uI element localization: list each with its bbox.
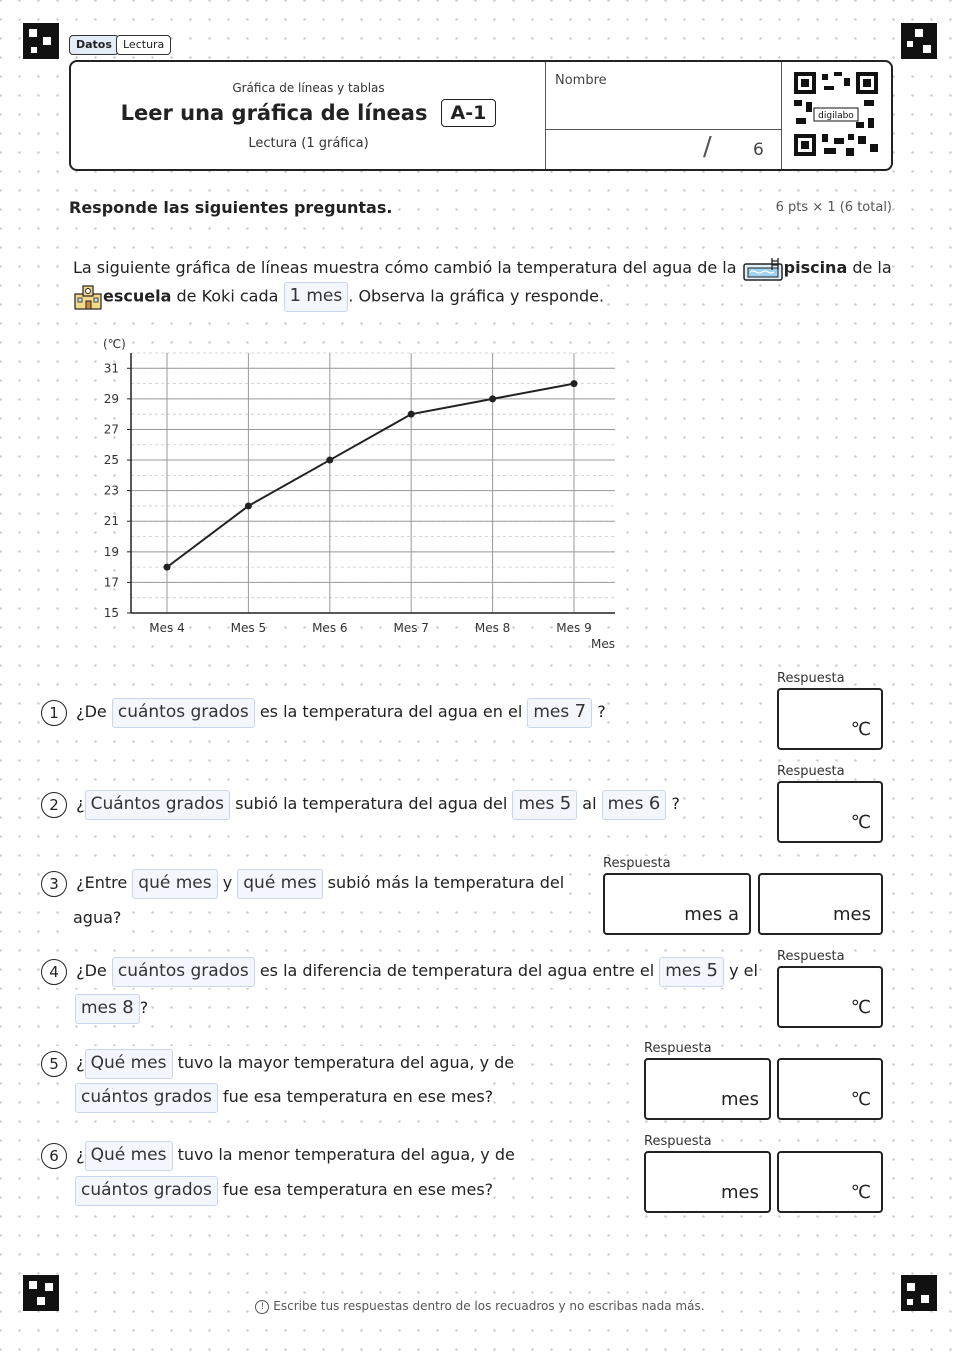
data-point bbox=[164, 564, 171, 571]
answer-box-3a[interactable] bbox=[603, 873, 751, 935]
qr-code-icon bbox=[794, 72, 878, 156]
question-number: 4 bbox=[41, 959, 67, 985]
answer-label: Respuesta bbox=[644, 1041, 712, 1056]
question-text: es la temperatura del agua en el bbox=[259, 702, 523, 721]
question-text: fue esa temperatura en ese mes? bbox=[222, 1087, 494, 1106]
school-icon bbox=[73, 284, 103, 310]
question-number: 3 bbox=[41, 871, 67, 897]
x-tick-label: Mes 5 bbox=[230, 621, 267, 635]
y-tick-label: 19 bbox=[103, 544, 119, 559]
question-text: subió más la temperatura del bbox=[327, 873, 565, 892]
unit-label: ℃ bbox=[850, 1089, 871, 1110]
keyword-box: Cuántos grados bbox=[85, 790, 230, 820]
month-word: mes bbox=[518, 793, 555, 814]
answer-label: Respuesta bbox=[603, 856, 671, 871]
question-text: fue esa temperatura en ese mes? bbox=[222, 1180, 494, 1199]
month-word: mes bbox=[533, 701, 570, 722]
month-keyword bbox=[602, 790, 667, 820]
question-text: tuvo la menor temperatura del agua, y de bbox=[177, 1145, 515, 1164]
y-tick-label: 23 bbox=[103, 483, 119, 498]
unit-label: ℃ bbox=[850, 997, 871, 1018]
unit-label: mes bbox=[721, 1182, 759, 1203]
data-point bbox=[489, 395, 496, 402]
answer-box-6a[interactable] bbox=[644, 1151, 771, 1213]
answer-box-1[interactable] bbox=[777, 688, 883, 750]
worksheet-header bbox=[69, 60, 893, 171]
x-tick-label: Mes 7 bbox=[393, 621, 429, 635]
month-keyword bbox=[75, 994, 140, 1024]
data-point bbox=[571, 380, 578, 387]
interval-number: 1 bbox=[289, 285, 301, 306]
intro-bold-2: escuela bbox=[103, 286, 172, 306]
y-tick-label: 27 bbox=[103, 422, 119, 437]
qr-label: digilabo bbox=[818, 111, 854, 121]
question-2 bbox=[41, 787, 680, 821]
question-text: ¿ bbox=[76, 1053, 85, 1072]
question-text: al bbox=[582, 794, 597, 813]
line-chart bbox=[90, 325, 630, 655]
keyword-box: cuántos grados bbox=[112, 957, 255, 987]
y-tick-label: 31 bbox=[103, 361, 119, 376]
header-divider-3 bbox=[546, 129, 781, 130]
corner-marker-top-left bbox=[23, 23, 59, 59]
keyword-box: qué mes bbox=[237, 869, 322, 899]
answer-box-3b[interactable] bbox=[758, 873, 883, 935]
unit-label: mes a bbox=[684, 904, 739, 925]
intro-text-3: de Koki cada bbox=[176, 286, 279, 306]
y-tick-label: 17 bbox=[103, 575, 119, 590]
header-divider-2 bbox=[781, 62, 782, 169]
question-text: ? bbox=[139, 998, 149, 1017]
month-keyword bbox=[512, 790, 577, 820]
month-number: 6 bbox=[648, 792, 661, 814]
keyword-box: Qué mes bbox=[85, 1141, 173, 1171]
question-text: y bbox=[222, 873, 233, 892]
data-point bbox=[245, 502, 252, 509]
month-number: 8 bbox=[122, 996, 134, 1018]
answer-label: Respuesta bbox=[777, 764, 845, 779]
question-text: ¿ bbox=[76, 794, 85, 813]
question-4 bbox=[41, 954, 758, 988]
y-tick-label: 29 bbox=[103, 391, 119, 406]
footer-note bbox=[0, 1299, 960, 1314]
interval-keyword bbox=[284, 282, 349, 312]
question-4-line-2 bbox=[75, 991, 148, 1025]
tab-lectura[interactable]: Lectura bbox=[116, 35, 171, 55]
header-divider-1 bbox=[545, 62, 546, 169]
unit-label: ℃ bbox=[850, 1182, 871, 1203]
intro-line-2 bbox=[73, 282, 604, 312]
footer-text: Escribe tus respuestas dentro de los recuadros y no escribas nada más. bbox=[273, 1299, 705, 1313]
question-number: 2 bbox=[41, 792, 67, 818]
intro-text-1: La siguiente gráfica de líneas muestra cómo cambió la temperatura del agua de la bbox=[73, 258, 737, 277]
y-tick-label: 15 bbox=[103, 606, 119, 620]
question-text: subió la temperatura del agua del bbox=[235, 794, 508, 813]
name-field[interactable] bbox=[547, 92, 779, 128]
intro-bold-1: piscina bbox=[783, 258, 848, 277]
question-text: y el bbox=[729, 961, 758, 980]
worksheet-code: A-1 bbox=[441, 99, 497, 127]
answer-box-6b[interactable] bbox=[777, 1151, 883, 1213]
answer-box-4[interactable] bbox=[777, 966, 883, 1028]
answer-box-5b[interactable] bbox=[777, 1058, 883, 1120]
question-number: 6 bbox=[41, 1143, 67, 1169]
x-tick-label: Mes 8 bbox=[474, 621, 511, 635]
header-title-row bbox=[71, 99, 546, 127]
question-text: ¿Entre bbox=[76, 873, 128, 892]
y-tick-label: 25 bbox=[103, 453, 119, 468]
answer-label: Respuesta bbox=[777, 949, 845, 964]
page-title: Leer una gráfica de líneas bbox=[120, 101, 428, 125]
keyword-box: Qué mes bbox=[85, 1049, 173, 1079]
name-label: Nombre bbox=[555, 73, 607, 88]
intro-line-1 bbox=[73, 254, 892, 282]
month-word: mes bbox=[607, 793, 644, 814]
question-5 bbox=[41, 1046, 514, 1080]
answer-box-2[interactable] bbox=[777, 781, 883, 843]
header-subtitle: Lectura (1 gráfica) bbox=[248, 136, 369, 151]
question-number: 1 bbox=[41, 700, 67, 726]
question-text: ? bbox=[597, 702, 606, 721]
month-word: mes bbox=[665, 960, 702, 981]
unit-label: ℃ bbox=[850, 812, 871, 833]
month-keyword bbox=[527, 698, 592, 728]
question-6-line-2 bbox=[75, 1173, 493, 1207]
question-number: 5 bbox=[41, 1051, 67, 1077]
question-3-line-2: agua? bbox=[73, 901, 121, 935]
answer-label: Respuesta bbox=[777, 671, 845, 686]
score-slash: / bbox=[703, 132, 712, 162]
month-number: 5 bbox=[706, 959, 718, 981]
question-text: tuvo la mayor temperatura del agua, y de bbox=[177, 1053, 515, 1072]
unit-label: mes bbox=[721, 1089, 759, 1110]
corner-marker-top-right bbox=[901, 23, 937, 59]
question-5-line-2 bbox=[75, 1080, 493, 1114]
answer-box-5a[interactable] bbox=[644, 1058, 771, 1120]
question-6 bbox=[41, 1138, 515, 1172]
tab-datos[interactable]: Datos bbox=[69, 35, 119, 55]
keyword-box: cuántos grados bbox=[112, 698, 255, 728]
data-point bbox=[326, 457, 333, 464]
month-number: 5 bbox=[559, 792, 572, 814]
keyword-box: cuántos grados bbox=[75, 1176, 218, 1206]
unit-label: mes bbox=[833, 904, 871, 925]
pool-icon bbox=[742, 256, 784, 282]
answer-label: Respuesta bbox=[644, 1134, 712, 1149]
question-text: ¿De bbox=[76, 961, 107, 980]
question-3 bbox=[41, 866, 564, 900]
intro-text-2: de la bbox=[852, 258, 892, 277]
score-total: 6 bbox=[753, 140, 764, 160]
x-tick-label: Mes 9 bbox=[556, 621, 592, 635]
question-text: ¿ bbox=[76, 1145, 85, 1164]
unit-label: ℃ bbox=[850, 719, 871, 740]
plot-area bbox=[131, 353, 615, 613]
question-text: ¿De bbox=[76, 702, 107, 721]
question-1 bbox=[41, 695, 606, 729]
month-word: mes bbox=[81, 997, 117, 1018]
question-text: es la diferencia de temperatura del agua entre el bbox=[259, 961, 655, 980]
points-info: 6 pts × 1 (6 total) bbox=[775, 200, 892, 215]
data-point bbox=[408, 411, 415, 418]
intro-text-4: . Observa la gráfica y responde. bbox=[348, 286, 605, 306]
month-number: 7 bbox=[574, 700, 587, 722]
keyword-box: cuántos grados bbox=[75, 1083, 218, 1113]
x-tick-label: Mes 6 bbox=[312, 621, 348, 635]
month-keyword bbox=[659, 957, 724, 987]
instructions-heading: Responde las siguientes preguntas. bbox=[69, 198, 393, 217]
interval-unit: mes bbox=[306, 286, 343, 306]
y-tick-label: 21 bbox=[103, 514, 119, 529]
header-category: Gráfica de líneas y tablas bbox=[232, 81, 385, 95]
info-icon: ! bbox=[255, 1300, 269, 1314]
y-axis-label: (℃) bbox=[103, 337, 126, 351]
question-text: ? bbox=[671, 794, 680, 813]
x-axis-label: Mes bbox=[591, 637, 615, 651]
x-tick-label: Mes 4 bbox=[149, 621, 185, 635]
keyword-box: qué mes bbox=[132, 869, 217, 899]
